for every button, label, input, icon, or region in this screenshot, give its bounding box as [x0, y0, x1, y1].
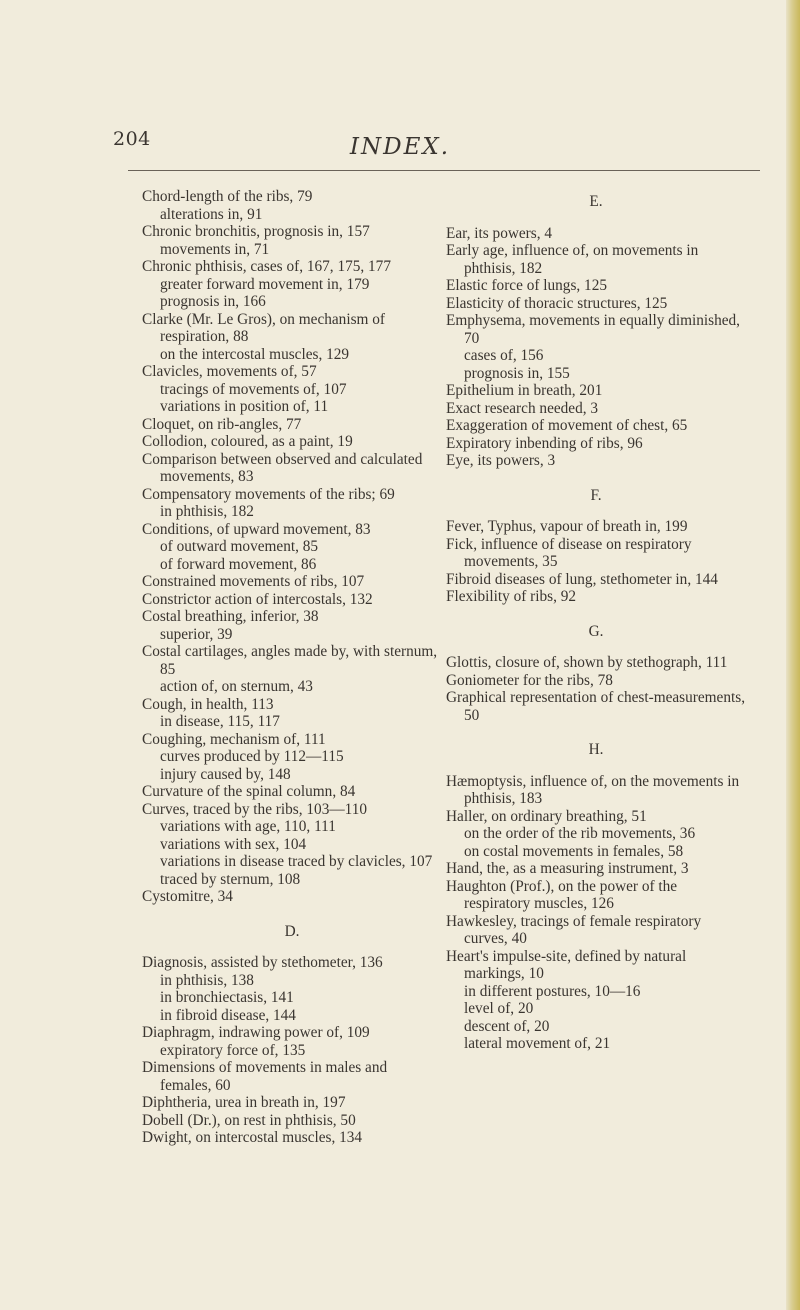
- section-letter: F.: [590, 486, 602, 504]
- index-entry: Constrained movements of ribs, 107: [142, 573, 365, 590]
- index-entry: Coughing, mechanism of, 111: [142, 730, 326, 748]
- index-entry: Hawkesley, tracings of female respiratory curves, 40: [446, 912, 702, 947]
- index-entry: Haller, on ordinary breathing, 51: [446, 807, 647, 825]
- index-entry: Emphysema, movements in equally diminished, 70: [446, 312, 740, 347]
- index-entry: Graphical representation of chest-measurements, 50: [446, 689, 746, 724]
- index-subentry: lateral movement of, 21: [464, 1035, 611, 1052]
- index-entry: Eye, its powers, 3: [446, 452, 556, 469]
- index-entry: Costal cartilages, angles made by, with sternum, 85: [142, 643, 438, 678]
- index-subentry: variations with sex, 104: [160, 835, 307, 853]
- index-subentry: on the order of the rib movements, 36: [464, 825, 696, 842]
- index-entry: Hæmoptysis, influence of, on the movements in phthisis, 183: [446, 772, 740, 807]
- index-entry: Flexibility of ribs, 92: [446, 588, 577, 605]
- section-letter: D.: [284, 922, 300, 940]
- index-entry: Constrictor action of intercostals, 132: [142, 590, 373, 608]
- index-entry: Curves, traced by the ribs, 103—110: [142, 800, 368, 818]
- index-entry: Cystomitre, 34: [142, 888, 233, 905]
- index-entry: Dobell (Dr.), on rest in phthisis, 50: [142, 1111, 356, 1129]
- index-entry: Cloquet, on rib-angles, 77: [142, 415, 302, 433]
- index-subentry: on costal movements in females, 58: [464, 842, 684, 860]
- index-entry: Diphtheria, urea in breath in, 197: [142, 1094, 346, 1111]
- index-subentry: curves produced by 112—115: [160, 748, 344, 765]
- section-letter: H.: [588, 741, 604, 758]
- index-entry: Diagnosis, assisted by stethometer, 136: [142, 954, 383, 971]
- index-entry: Fick, influence of disease on respiratory movements, 35: [446, 535, 692, 570]
- index-subentry: prognosis in, 155: [464, 364, 570, 382]
- index-entry: Expiratory inbending of ribs, 96: [446, 434, 643, 452]
- index-subentry: action of, on sternum, 43: [160, 678, 313, 695]
- index-entry: Conditions, of upward movement, 83: [142, 520, 371, 538]
- index-entry: Haughton (Prof.), on the power of the respiratory muscles, 126: [446, 877, 678, 912]
- index-subentry: movements in, 71: [160, 240, 270, 258]
- index-entry: Elasticity of thoracic structures, 125: [446, 294, 668, 312]
- index-subentry: in phthisis, 138: [160, 971, 254, 989]
- index-subentry: on the intercostal muscles, 129: [160, 345, 350, 363]
- index-subentry: descent of, 20: [464, 1017, 550, 1035]
- index-subentry: variations in position of, 11: [160, 398, 329, 415]
- index-entry: Collodion, coloured, as a paint, 19: [142, 433, 353, 450]
- index-subentry: in disease, 115, 117: [160, 713, 280, 730]
- index-entry: Ear, its powers, 4: [446, 224, 553, 242]
- page-edge: [786, 0, 800, 1310]
- section-letter: G.: [588, 622, 604, 640]
- index-entry: Hand, the, as a measuring instrument, 3: [446, 860, 689, 877]
- index-subentry: variations with age, 110, 111: [160, 818, 336, 835]
- index-subentry: cases of, 156: [464, 347, 544, 364]
- index-subentry: prognosis in, 166: [160, 293, 266, 310]
- index-subentry: variations in disease traced by clavicles, 107: [160, 853, 433, 870]
- index-subentry: of outward movement, 85: [160, 538, 319, 555]
- running-head: INDEX.: [349, 134, 451, 160]
- header-rule: [128, 170, 760, 171]
- index-entry: Costal breathing, inferior, 38: [142, 608, 319, 625]
- index-subentry: level of, 20: [464, 1000, 534, 1017]
- index-entry: Heart's impulse-site, defined by natural markings, 10: [446, 947, 687, 982]
- index-subentry: alterations in, 91: [160, 205, 263, 223]
- index-entry: Dimensions of movements in males and females, 60: [142, 1059, 388, 1094]
- index-entry: Chronic phthisis, cases of, 167, 175, 177: [142, 258, 391, 275]
- index-entry: Exact research needed, 3: [446, 399, 599, 417]
- index-entry: Chord-length of the ribs, 79: [142, 188, 313, 205]
- index-subentry: in phthisis, 182: [160, 503, 254, 520]
- index-subentry: tracings of movements of, 107: [160, 380, 347, 398]
- index-entry: Goniometer for the ribs, 78: [446, 671, 613, 689]
- index-entry: Exaggeration of movement of chest, 65: [446, 417, 688, 434]
- index-subentry: greater forward movement in, 179: [160, 275, 370, 293]
- index-subentry: injury caused by, 148: [160, 765, 291, 783]
- index-entry: Fever, Typhus, vapour of breath in, 199: [446, 518, 688, 535]
- index-subentry: of forward movement, 86: [160, 555, 317, 573]
- index-entry: Epithelium in breath, 201: [446, 382, 603, 399]
- index-entry: Chronic bronchitis, prognosis in, 157: [142, 223, 370, 240]
- index-entry: Early age, influence of, on movements in phthisis, 182: [446, 242, 699, 277]
- index-subentry: traced by sternum, 108: [160, 870, 301, 888]
- index-subentry: in different postures, 10—16: [464, 982, 641, 1000]
- index-entry: Cough, in health, 113: [142, 695, 274, 713]
- index-entry: Elastic force of lungs, 125: [446, 277, 607, 294]
- section-letter: E.: [589, 193, 603, 210]
- index-subentry: in fibroid disease, 144: [160, 1006, 296, 1024]
- index-entry: Fibroid diseases of lung, stethometer in, 144: [446, 570, 718, 588]
- index-entry: Compensatory movements of the ribs; 69: [142, 485, 395, 503]
- index-column-right: [446, 188, 746, 1053]
- index-entry: Diaphragm, indrawing power of, 109: [142, 1024, 370, 1041]
- index-column-left: [142, 188, 442, 1147]
- index-subentry: expiratory force of, 135: [160, 1041, 306, 1059]
- index-subentry: in bronchiectasis, 141: [160, 989, 294, 1006]
- index-entry: Clavicles, movements of, 57: [142, 363, 317, 380]
- index-entry: Clarke (Mr. Le Gros), on mechanism of respiration, 88: [142, 310, 385, 345]
- index-entry: Curvature of the spinal column, 84: [142, 783, 356, 800]
- index-entry: Glottis, closure of, shown by stethograph, 111: [446, 654, 728, 671]
- page-number: 204: [113, 128, 151, 150]
- index-entry: Dwight, on intercostal muscles, 134: [142, 1129, 363, 1146]
- index-entry: Comparison between observed and calculated movements, 83: [142, 450, 423, 485]
- index-subentry: superior, 39: [160, 625, 233, 643]
